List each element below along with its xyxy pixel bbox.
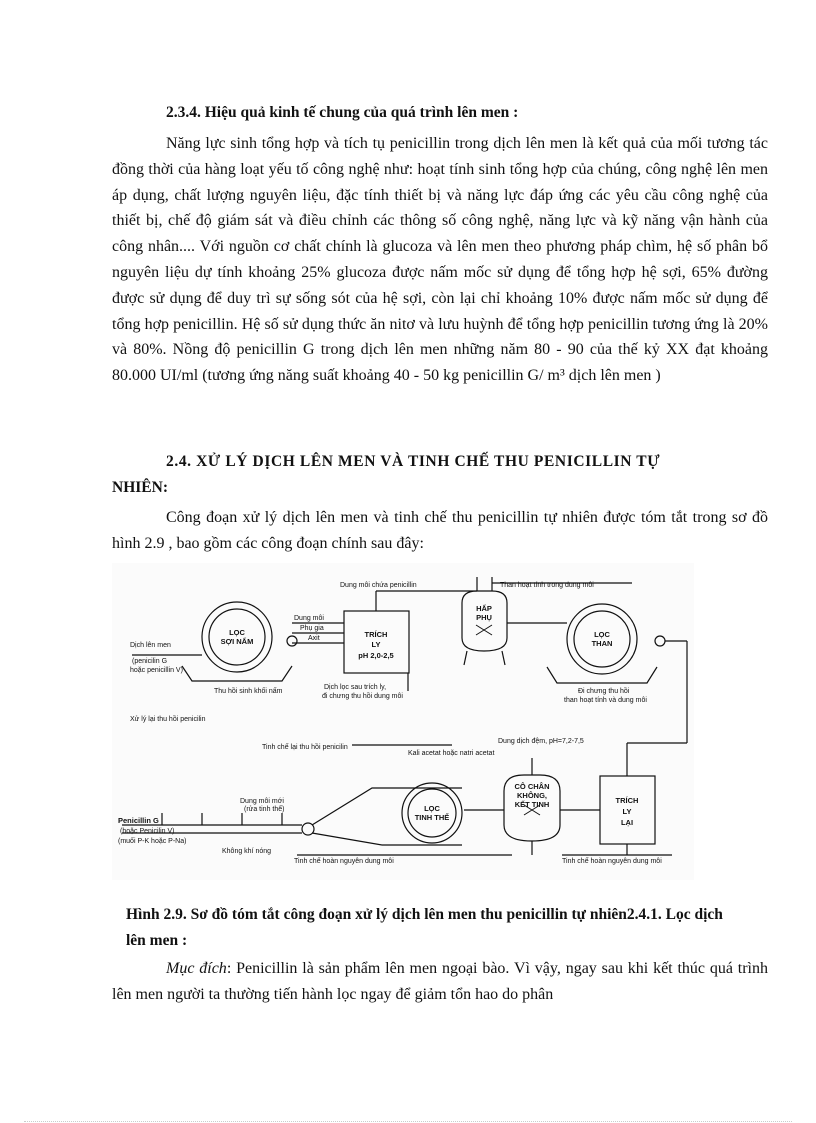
- label-kali-acetat: Kali acetat hoặc natri acetat: [408, 750, 495, 757]
- label-trich-ly-lai-3: LẠI: [620, 818, 634, 827]
- label-phu-gia: Phụ gia: [300, 625, 324, 632]
- label-loc-soi-nam-2: SỢI NẤM: [220, 637, 254, 646]
- label-trich-ly-lai-1: TRÍCH: [615, 796, 639, 805]
- label-penicillin-g-1: Penicillin G: [118, 816, 159, 825]
- label-dich-len-men-2: (penicilin G: [132, 658, 168, 665]
- label-dich-loc-2: đi chưng thu hồi dung môi: [322, 693, 403, 700]
- label-hap-phu-2: PHỤ: [476, 613, 492, 622]
- label-di-chung-2: than hoạt tính và dung môi: [564, 697, 647, 704]
- label-co-chan-3: KẾT TINH: [514, 800, 550, 809]
- process-flow-diagram: [112, 563, 694, 880]
- paragraph-purpose: [112, 956, 768, 1008]
- label-than-hoat-tinh: Than hoạt tính trong dung môi: [500, 582, 594, 589]
- label-dich-loc-1: Dịch lọc sau trích ly,: [324, 684, 387, 691]
- page-footer-divider: [24, 1121, 792, 1122]
- label-tinh-che-hoan-1: Tinh chế hoàn nguyên dung môi: [294, 858, 394, 865]
- label-di-chung-1: Đi chưng thu hồi: [578, 688, 630, 695]
- label-trich-ly-lai-2: LY: [622, 807, 632, 816]
- heading-2-4-1: 2.4.1. Lọc dịch lên men :: [126, 906, 723, 949]
- label-loc-than-2: THAN: [591, 639, 613, 648]
- label-dung-dich-dem: Dung dịch đệm, pH=7,2-7,5: [498, 738, 584, 745]
- heading-2-4-line1: 2.4. XỬ LÝ DỊCH LÊN MEN VÀ TINH CHẾ THU PENICILLIN TỰ: [166, 453, 661, 470]
- figure-caption: [126, 902, 746, 954]
- label-dung-moi-chua: Dung môi chứa penicillin: [340, 582, 417, 589]
- label-tinh-che-hoan-2: Tinh chế hoàn nguyên dung môi: [562, 858, 662, 865]
- heading-2-4-line2: NHIÊN:: [112, 479, 168, 496]
- label-loc-tinh-the-2: TINH THỂ: [414, 813, 450, 822]
- label-trich-ly-3: pH 2,0-2,5: [358, 651, 394, 660]
- label-thu-hoi-sinh-khoi: Thu hồi sinh khối nấm: [214, 688, 283, 695]
- label-loc-tinh-the-1: LỌC: [424, 804, 440, 813]
- paragraph-economic-efficiency: Năng lực sinh tổng hợp và tích tụ penicillin trong dịch lên men là kết quả của mối tương tác đồng thời của hàng loạt yếu tố công nghệ như: hoạt tính sinh tổng hợp của chúng, công nghệ lên men áp dụng, chất lượng nguyên liệu, đặc tính thiết bị và năng lực đáp ứng các yêu cầu công nghệ của thiết bị, chế độ giám sát và điều chỉnh các thông số công nghệ, năng lực và kỹ năng vận hành của công nhân.... Với nguồn cơ chất chính là glucoza và lên men theo phương pháp chìm, hệ số phân bổ nguyên liệu dự tính khoảng 25% glucoza được nấm mốc sử dụng để tổng hợp hệ sợi, 65% đường được sử dụng để duy trì sự sống sót của hệ sợi, còn lại chỉ khoảng 10% được nấm mốc sử dụng để tổng hợp penicillin. Hệ số sử dụng thức ăn nitơ và lưu huỳnh để tổng hợp penicillin tương ứng là 20% và 80%. Nồng độ penicillin G trong dịch lên men những năm 80 - 90 của thế kỷ XX đạt khoảng 80.000 UI/ml (tương ứng năng suất khoảng 40 - 50 kg penicillin G/ m³ dịch lên men ): [112, 135, 768, 385]
- paragraph-processing-overview: Công đoạn xử lý dịch lên men và tinh chế thu penicillin tự nhiên được tóm tắt trong sơ đồ hình 2.9 , bao gồm các công đoạn chính sau đây:: [112, 509, 768, 552]
- label-axit: Axit: [308, 635, 320, 642]
- label-dung-moi-moi-2: (rửa tinh thể): [244, 806, 285, 813]
- label-dung-moi-moi-1: Dung môi mới: [240, 798, 284, 805]
- label-co-chan-1: CÔ CHÂN: [514, 782, 550, 791]
- caption-text: Hình 2.9. Sơ đồ tóm tắt công đoạn xử lý dịch lên men thu penicillin tự nhiên: [126, 906, 627, 923]
- label-penicillin-g-3: (muối P-K hoặc P-Na): [118, 838, 187, 845]
- label-trich-ly-2: LY: [371, 640, 381, 649]
- label-co-chan-2: KHÔNG,: [517, 791, 547, 800]
- label-khong-khi-nong: Không khí nóng: [222, 848, 272, 855]
- label-loc-soi-nam-1: LỌC: [229, 628, 245, 637]
- purpose-text: : Penicillin là sản phẩm lên men ngoại bào. Vì vậy, ngay sau khi kết thúc quá trình lên men người ta thường tiến hành lọc ngay để giảm tổn hao do phân: [112, 960, 768, 1003]
- label-dich-len-men-3: hoặc penicillin V): [130, 667, 183, 674]
- label-hap-phu-1: HẤP: [476, 604, 492, 613]
- label-trich-ly-1: TRÍCH: [364, 630, 388, 639]
- heading-2-3-4: 2.3.4. Hiệu quả kinh tế chung của quá trình lên men :: [166, 104, 519, 121]
- label-tinh-che-lai: Tinh chế lại thu hồi penicilin: [262, 744, 348, 751]
- label-loc-than-1: LỌC: [594, 630, 610, 639]
- label-xu-ly: Xử lý lại thu hồi penicilin: [130, 716, 206, 723]
- label-penicillin-g-2: (hoặc Penicilin V): [120, 828, 175, 835]
- purpose-lead: Mục đích: [166, 960, 227, 977]
- label-dich-len-men-1: Dịch lên men: [130, 642, 171, 649]
- label-dung-moi: Dung môi: [294, 615, 324, 622]
